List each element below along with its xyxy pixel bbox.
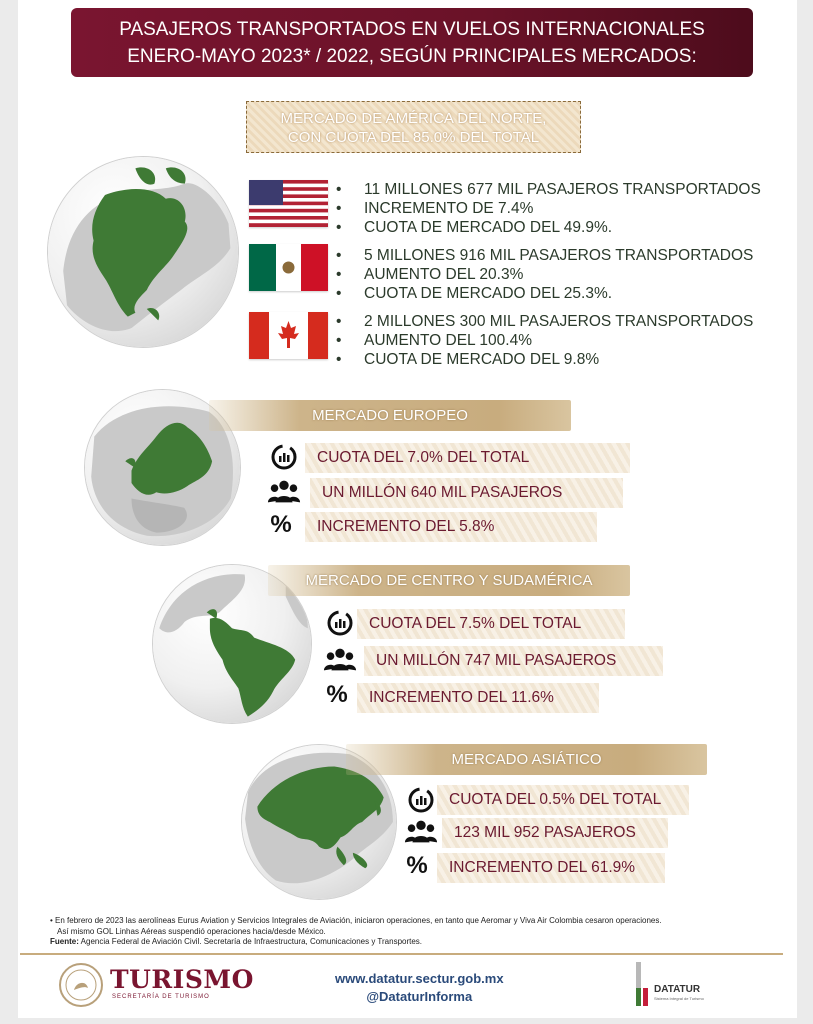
chart-icon [323, 608, 357, 638]
chart-icon [404, 785, 438, 815]
percent-icon: % [406, 852, 428, 879]
source-label: Fuente: [50, 937, 79, 946]
social-handle[interactable]: @DataturInforma [366, 989, 473, 1004]
asia-title: MERCADO ASIÁTICO [346, 744, 707, 775]
datatur-logo [632, 962, 732, 1007]
people-icon [404, 816, 438, 846]
footnotes [50, 916, 662, 948]
mexico-bullets [336, 246, 753, 303]
europe-share: CUOTA DEL 7.0% DEL TOTAL [305, 443, 630, 473]
title-line-1: PASAJEROS TRANSPORTADOS EN VUELOS INTERNACIONALES [119, 19, 705, 40]
europe-title: MERCADO EUROPEO [209, 400, 571, 431]
list-item: • 11 MILLONES 677 MIL PASAJEROS TRANSPORTADOS [336, 181, 761, 198]
source-text: Agencia Federal de Aviación Civil. Secretaría de Infraestructura, Comunicaciones y Transportes. [78, 937, 423, 946]
list-item: • CUOTA DE MERCADO DEL 49.9%. [336, 219, 613, 236]
asia-passengers: 123 MIL 952 PASAJEROS [442, 818, 668, 848]
footer-contact [335, 970, 504, 1006]
people-icon [267, 476, 301, 506]
latam-passengers: UN MILLÓN 747 MIL PASAJEROS [364, 646, 663, 676]
datatur-text: DATATUR [654, 984, 701, 995]
page-title [71, 8, 753, 77]
list-item: • INCREMENTO DE 7.4% [336, 200, 534, 217]
list-item: • CUOTA DE MERCADO DEL 9.8% [336, 351, 600, 368]
datatur-mark-icon [634, 962, 652, 1006]
usa-flag [249, 180, 328, 227]
footnote-line-1: • En febrero de 2023 las aerolíneas Eurus Aviation y Servicios Integrales de Aviación, iniciaron operaciones, en tanto que Aeromar y Viva Air Colombia cesaron operaciones. [50, 916, 662, 925]
latam-title: MERCADO DE CENTRO Y SUDAMÉRICA [268, 565, 630, 596]
canada-bullets [336, 312, 753, 369]
percent-icon: % [270, 511, 292, 538]
datatur-subtitle: Sistema Integral de Turismo [654, 996, 704, 1001]
footer-divider [20, 953, 783, 955]
turismo-logo [58, 962, 254, 1007]
mexico-flag [249, 244, 328, 291]
asia-increase: INCREMENTO DEL 61.9% [437, 853, 665, 883]
list-item: • 5 MILLONES 916 MIL PASAJEROS TRANSPORTADOS [336, 247, 754, 264]
north-america-label [246, 101, 581, 153]
source-line [50, 937, 662, 948]
website-link[interactable]: www.datatur.sectur.gob.mx [335, 971, 504, 986]
footnote-line-2: Así mismo GOL Linhas Aéreas suspendió operaciones hacia/desde México. [57, 926, 326, 936]
list-item: • AUMENTO DEL 100.4% [336, 332, 532, 349]
people-icon [323, 644, 357, 674]
seal-icon [58, 962, 104, 1008]
logo-text: TURISMO [110, 965, 254, 994]
na-label-line-2: CON CUOTA DEL 85.0% DEL TOTAL [287, 129, 540, 146]
canada-flag [249, 312, 328, 359]
north-america-globe [48, 157, 238, 347]
europe-passengers: UN MILLÓN 640 MIL PASAJEROS [310, 478, 623, 508]
asia-share: CUOTA DEL 0.5% DEL TOTAL [437, 785, 689, 815]
na-label-line-1: MERCADO DE AMÉRICA DEL NORTE, [280, 110, 547, 127]
europe-increase: INCREMENTO DEL 5.8% [305, 512, 597, 542]
list-item: • AUMENTO DEL 20.3% [336, 266, 524, 283]
chart-icon [267, 442, 301, 472]
latam-increase: INCREMENTO DEL 11.6% [357, 683, 599, 713]
list-item: • CUOTA DE MERCADO DEL 25.3%. [336, 285, 613, 302]
percent-icon: % [326, 681, 348, 708]
usa-bullets [336, 180, 761, 237]
latam-share: CUOTA DEL 7.5% DEL TOTAL [357, 609, 625, 639]
list-item: • 2 MILLONES 300 MIL PASAJEROS TRANSPORTADOS [336, 313, 754, 330]
logo-subtitle: SECRETARÍA DE TURISMO [112, 994, 210, 1000]
title-line-2: ENERO-MAYO 2023* / 2022, SEGÚN PRINCIPALES MERCADOS: [127, 46, 697, 67]
